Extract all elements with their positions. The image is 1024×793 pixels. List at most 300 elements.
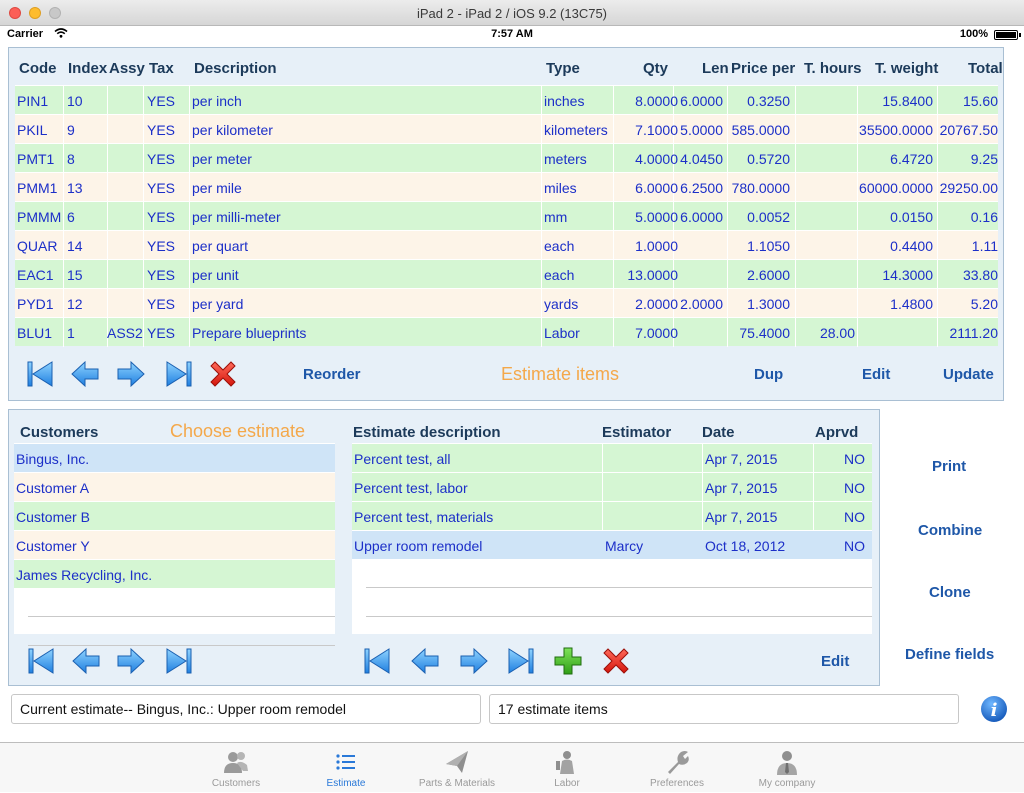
first-estimate-button[interactable] — [362, 646, 392, 676]
column-divider — [63, 115, 64, 144]
cell-tweight: 1.4800 — [890, 296, 933, 312]
column-divider — [613, 202, 614, 231]
table-row[interactable] — [15, 201, 998, 230]
column-divider — [143, 231, 144, 260]
cell-total: 20767.50 — [939, 122, 998, 138]
tab-label: Estimate — [326, 778, 366, 789]
column-divider — [143, 86, 144, 115]
table-row[interactable] — [15, 259, 998, 288]
cell-description: per meter — [192, 151, 252, 167]
cell-total: 15.60 — [962, 93, 998, 109]
cell-code: PMM1 — [17, 180, 58, 196]
column-divider — [727, 144, 728, 173]
current-estimate-field: Current estimate-- Bingus, Inc.: Upper room remodel — [11, 694, 481, 724]
estimate-date: Apr 7, 2015 — [705, 451, 778, 467]
column-divider — [189, 115, 190, 144]
column-divider — [541, 260, 542, 289]
estimate-description: Percent test, all — [354, 451, 451, 467]
cell-index: 8 — [67, 151, 75, 167]
cell-price: 75.4000 — [739, 325, 790, 341]
column-divider — [727, 202, 728, 231]
table-row[interactable] — [15, 317, 998, 346]
col-header-description[interactable]: Description — [194, 60, 277, 77]
svg-text:i: i — [990, 700, 998, 721]
print-button[interactable]: Print — [932, 458, 967, 475]
cell-total: 33.80 — [962, 267, 998, 283]
column-divider — [63, 289, 64, 318]
column-divider — [857, 202, 858, 231]
cell-type: meters — [544, 151, 587, 167]
edit-estimate-button[interactable]: Edit — [821, 653, 850, 670]
cell-index: 10 — [67, 93, 83, 109]
column-divider — [795, 115, 796, 144]
col-header-tax[interactable]: Tax — [149, 60, 174, 77]
col-header-estimate-description: Estimate description — [353, 424, 501, 441]
col-header-thours[interactable]: T. hours — [804, 60, 862, 77]
column-divider — [189, 202, 190, 231]
wrench-icon — [663, 748, 691, 776]
col-header-tweight[interactable]: T. weight — [875, 60, 939, 77]
cell-qty: 1.0000 — [635, 238, 678, 254]
column-divider — [613, 289, 614, 318]
estimate-items-table — [15, 85, 998, 346]
status-bar — [0, 26, 1024, 44]
column-divider — [795, 289, 796, 318]
cell-len: 6.2500 — [680, 180, 723, 196]
column-divider — [541, 173, 542, 202]
cell-type: inches — [544, 93, 585, 109]
col-header-len[interactable]: Len — [702, 60, 729, 77]
first-customer-button[interactable] — [26, 646, 56, 676]
tab-estimate[interactable] — [291, 743, 401, 793]
window-titlebar — [0, 0, 1024, 26]
table-row[interactable] — [15, 288, 998, 317]
last-estimate-button[interactable] — [506, 646, 536, 676]
cell-tweight: 15.8400 — [882, 93, 933, 109]
estimate-approved: NO — [844, 451, 865, 467]
column-divider — [857, 231, 858, 260]
clone-button[interactable]: Clone — [929, 584, 971, 601]
first-item-button[interactable] — [25, 359, 55, 389]
column-divider — [189, 144, 190, 173]
cell-price: 2.6000 — [747, 267, 790, 283]
clock: 7:57 AM — [491, 28, 533, 40]
col-header-date: Date — [702, 424, 735, 441]
column-divider — [63, 318, 64, 347]
cell-index: 14 — [67, 238, 83, 254]
column-divider — [857, 260, 858, 289]
column-divider — [795, 202, 796, 231]
column-divider — [613, 260, 614, 289]
cell-description: per mile — [192, 180, 242, 196]
cell-tax: YES — [147, 267, 176, 283]
column-divider — [937, 144, 938, 173]
add-estimate-button[interactable] — [553, 646, 583, 676]
col-header-type[interactable]: Type — [546, 60, 580, 77]
column-divider — [189, 173, 190, 202]
delete-item-button[interactable] — [208, 359, 238, 389]
column-divider — [189, 231, 190, 260]
estimate-date: Apr 7, 2015 — [705, 509, 778, 525]
cell-type: each — [544, 238, 575, 254]
cell-total: 0.16 — [970, 209, 998, 225]
column-divider — [937, 231, 938, 260]
column-divider — [795, 144, 796, 173]
dup-button[interactable]: Dup — [754, 366, 784, 383]
cell-qty: 2.0000 — [635, 296, 678, 312]
cell-type: each — [544, 267, 575, 283]
cell-len: 6.0000 — [680, 93, 723, 109]
column-divider — [541, 289, 542, 318]
cell-tax: YES — [147, 209, 176, 225]
edit-item-button[interactable]: Edit — [862, 366, 891, 383]
tab-label: Customers — [211, 778, 261, 789]
person-icon — [773, 748, 801, 776]
battery-icon — [994, 30, 1018, 40]
column-divider — [613, 318, 614, 347]
list-item[interactable] — [352, 472, 872, 501]
cell-price: 585.0000 — [731, 122, 790, 138]
cell-len: 4.0450 — [680, 151, 723, 167]
column-divider — [107, 86, 108, 115]
column-divider — [857, 86, 858, 115]
carrier-label: Carrier — [7, 28, 44, 40]
cell-type: kilometers — [544, 122, 608, 138]
column-divider — [107, 144, 108, 173]
table-row[interactable] — [15, 114, 998, 143]
list-item[interactable] — [14, 443, 335, 472]
estimate-approved: NO — [844, 538, 865, 554]
customers-header: Customers — [20, 424, 99, 441]
cell-qty: 4.0000 — [635, 151, 678, 167]
window-title: iPad 2 - iPad 2 / iOS 9.2 (13C75) — [416, 6, 608, 21]
cell-price: 1.1050 — [747, 238, 790, 254]
cell-tweight: 6.4720 — [890, 151, 933, 167]
column-divider — [727, 86, 728, 115]
column-divider — [63, 173, 64, 202]
cell-code: BLU1 — [17, 325, 53, 341]
cell-code: QUAR — [17, 238, 58, 254]
cell-total: 9.25 — [970, 151, 998, 167]
cell-price: 0.5720 — [747, 151, 790, 167]
delete-estimate-button[interactable] — [601, 646, 631, 676]
estimate-description: Percent test, labor — [354, 480, 468, 496]
column-divider — [63, 86, 64, 115]
estimate-approved: NO — [844, 480, 865, 496]
list-item[interactable] — [14, 559, 335, 588]
info-icon[interactable] — [980, 695, 1008, 723]
cell-price: 780.0000 — [731, 180, 790, 196]
column-divider — [143, 318, 144, 347]
estimate-estimator: Marcy — [605, 538, 644, 554]
cell-description: per inch — [192, 93, 242, 109]
list-item[interactable] — [14, 472, 335, 501]
battery-percent: 100% — [959, 28, 988, 40]
last-customer-button[interactable] — [164, 646, 194, 676]
cell-description: Prepare blueprints — [192, 325, 307, 341]
column-divider — [189, 289, 190, 318]
cell-description: per yard — [192, 296, 244, 312]
last-item-button[interactable] — [164, 359, 194, 389]
estimate-date: Apr 7, 2015 — [705, 480, 778, 496]
column-divider — [107, 289, 108, 318]
estimate-list — [352, 443, 872, 634]
cell-tweight: 60000.0000 — [859, 180, 933, 196]
column-divider — [937, 86, 938, 115]
cell-description: per milli-meter — [192, 209, 281, 225]
column-divider — [937, 173, 938, 202]
tab-parts-materials[interactable] — [402, 743, 512, 793]
list-item[interactable] — [352, 501, 872, 530]
column-divider — [143, 289, 144, 318]
column-divider — [541, 115, 542, 144]
customers-estimates-panel — [8, 409, 880, 686]
list-item[interactable] — [352, 530, 872, 559]
column-divider — [63, 260, 64, 289]
cell-code: PMT1 — [17, 151, 55, 167]
cell-qty: 13.0000 — [627, 267, 678, 283]
empty-row — [366, 588, 872, 617]
tab-bar — [0, 742, 1024, 792]
column-divider — [189, 260, 190, 289]
empty-row — [366, 559, 872, 588]
column-divider — [143, 202, 144, 231]
cell-tweight: 0.0150 — [890, 209, 933, 225]
cell-type: miles — [544, 180, 577, 196]
column-divider — [727, 173, 728, 202]
column-divider — [857, 173, 858, 202]
column-divider — [795, 231, 796, 260]
column-divider — [937, 115, 938, 144]
column-divider — [857, 318, 858, 347]
column-divider — [63, 231, 64, 260]
cell-code: PYD1 — [17, 296, 54, 312]
cell-tweight: 0.4400 — [890, 238, 933, 254]
customer-name: Customer B — [16, 509, 90, 525]
cell-total: 29250.00 — [939, 180, 998, 196]
customer-list — [14, 443, 335, 634]
next-customer-button[interactable] — [116, 646, 146, 676]
cell-qty: 6.0000 — [635, 180, 678, 196]
tab-labor[interactable] — [512, 743, 622, 793]
cell-code: EAC1 — [17, 267, 54, 283]
customer-name: Customer Y — [16, 538, 90, 554]
cell-description: per kilometer — [192, 122, 273, 138]
cell-code: PKIL — [17, 122, 48, 138]
column-divider — [857, 289, 858, 318]
list-item[interactable] — [352, 443, 872, 472]
column-divider — [189, 86, 190, 115]
cell-description: per unit — [192, 267, 239, 283]
cell-assy: ASS2 — [107, 325, 143, 341]
estimate-items-panel — [8, 47, 1004, 401]
cell-tax: YES — [147, 122, 176, 138]
tab-label: Labor — [554, 778, 580, 789]
tab-label: Preferences — [650, 778, 704, 789]
column-divider — [795, 86, 796, 115]
column-divider — [107, 115, 108, 144]
cell-type: mm — [544, 209, 568, 225]
cell-type: Labor — [544, 325, 580, 341]
estimate-description: Percent test, materials — [354, 509, 494, 525]
column-divider — [107, 260, 108, 289]
column-divider — [813, 502, 814, 531]
column-divider — [541, 144, 542, 173]
prev-customer-button[interactable] — [71, 646, 101, 676]
column-divider — [727, 260, 728, 289]
cell-price: 0.0052 — [747, 209, 790, 225]
cell-len: 6.0000 — [680, 209, 723, 225]
cell-index: 15 — [67, 267, 83, 283]
column-divider — [813, 473, 814, 502]
cell-tax: YES — [147, 325, 176, 341]
column-divider — [602, 473, 603, 502]
cell-tax: YES — [147, 93, 176, 109]
column-divider — [702, 473, 703, 502]
column-divider — [541, 202, 542, 231]
combine-button[interactable]: Combine — [918, 522, 983, 539]
customer-name: Customer A — [16, 480, 90, 496]
column-divider — [63, 144, 64, 173]
column-divider — [189, 318, 190, 347]
table-row[interactable] — [15, 172, 998, 201]
table-row[interactable] — [15, 230, 998, 259]
empty-row — [28, 588, 335, 617]
choose-estimate-title: Choose estimate — [170, 421, 306, 441]
column-divider — [107, 202, 108, 231]
cell-total: 1.11 — [971, 238, 998, 254]
col-header-total[interactable]: Total — [968, 60, 1003, 77]
column-divider — [727, 289, 728, 318]
column-divider — [143, 260, 144, 289]
cell-thours: 28.00 — [819, 325, 855, 341]
column-divider — [795, 260, 796, 289]
column-divider — [602, 502, 603, 531]
col-header-code[interactable]: Code — [19, 60, 57, 77]
cell-index: 9 — [67, 122, 75, 138]
estimate-items-title: Estimate items — [501, 364, 620, 384]
cell-code: PIN1 — [17, 93, 49, 109]
tab-my-company[interactable] — [732, 743, 842, 793]
reorder-button[interactable]: Reorder — [303, 366, 361, 383]
table-row[interactable] — [15, 85, 998, 114]
tab-label: My company — [758, 778, 816, 789]
cell-price: 0.3250 — [747, 93, 790, 109]
cell-qty: 8.0000 — [635, 93, 678, 109]
cell-len: 2.0000 — [680, 296, 723, 312]
column-divider — [541, 318, 542, 347]
estimate-approved: NO — [844, 509, 865, 525]
column-divider — [813, 444, 814, 473]
column-divider — [107, 231, 108, 260]
customers-icon — [222, 748, 250, 776]
column-divider — [541, 231, 542, 260]
estimate-description: Upper room remodel — [354, 538, 483, 554]
tab-customers[interactable] — [181, 743, 291, 793]
column-divider — [937, 202, 938, 231]
col-header-estimator: Estimator — [602, 424, 672, 441]
cell-code: PMMM — [17, 209, 62, 225]
col-header-approved: Aprvd — [815, 424, 859, 441]
cell-index: 6 — [67, 209, 75, 225]
cell-tax: YES — [147, 238, 176, 254]
col-header-qty[interactable]: Qty — [643, 60, 669, 77]
prev-estimate-button[interactable] — [410, 646, 440, 676]
cell-total: 2111.20 — [949, 325, 998, 341]
column-divider — [702, 444, 703, 473]
tab-preferences[interactable] — [622, 743, 732, 793]
tab-label: Parts & Materials — [418, 778, 496, 789]
column-divider — [613, 144, 614, 173]
col-header-assy[interactable]: Assy — [109, 60, 145, 77]
cell-tax: YES — [147, 296, 176, 312]
cell-qty: 7.1000 — [635, 122, 678, 138]
column-divider — [613, 173, 614, 202]
column-divider — [727, 115, 728, 144]
define-fields-button[interactable]: Define fields — [905, 646, 995, 663]
cell-price: 1.3000 — [747, 296, 790, 312]
col-header-price[interactable]: Price per — [731, 60, 796, 77]
column-divider — [143, 173, 144, 202]
column-divider — [143, 115, 144, 144]
cell-index: 13 — [67, 180, 83, 196]
column-divider — [613, 231, 614, 260]
estimate-item-count-field: 17 estimate items — [489, 694, 959, 724]
cell-qty: 5.0000 — [635, 209, 678, 225]
column-divider — [795, 318, 796, 347]
column-divider — [63, 202, 64, 231]
cell-tax: YES — [147, 151, 176, 167]
plane-icon — [443, 748, 471, 776]
col-header-index[interactable]: Index — [68, 60, 108, 77]
column-divider — [613, 115, 614, 144]
next-estimate-button[interactable] — [459, 646, 489, 676]
table-row[interactable] — [15, 143, 998, 172]
column-divider — [727, 318, 728, 347]
cell-total: 5.20 — [970, 296, 998, 312]
column-divider — [857, 144, 858, 173]
column-divider — [727, 231, 728, 260]
cell-description: per quart — [192, 238, 249, 254]
list-item[interactable] — [14, 501, 335, 530]
cell-type: yards — [544, 296, 579, 312]
customer-name: Bingus, Inc. — [16, 451, 90, 467]
worker-icon — [553, 748, 581, 776]
next-item-button[interactable] — [116, 359, 146, 389]
estimate-date: Oct 18, 2012 — [705, 538, 786, 554]
empty-row — [28, 617, 335, 646]
column-divider — [143, 144, 144, 173]
customer-name: James Recycling, Inc. — [16, 567, 153, 583]
cell-tweight: 35500.0000 — [859, 122, 933, 138]
cell-tax: YES — [147, 180, 176, 196]
column-divider — [937, 260, 938, 289]
list-item[interactable] — [14, 530, 335, 559]
column-divider — [857, 115, 858, 144]
cell-tweight: 14.3000 — [882, 267, 933, 283]
column-divider — [613, 86, 614, 115]
cell-index: 12 — [67, 296, 83, 312]
column-divider — [541, 86, 542, 115]
prev-item-button[interactable] — [70, 359, 100, 389]
cell-len: 5.0000 — [680, 122, 723, 138]
column-divider — [795, 173, 796, 202]
column-divider — [107, 173, 108, 202]
list-icon — [332, 748, 360, 776]
cell-index: 1 — [67, 325, 75, 341]
column-divider — [937, 289, 938, 318]
update-button[interactable]: Update — [943, 366, 994, 383]
